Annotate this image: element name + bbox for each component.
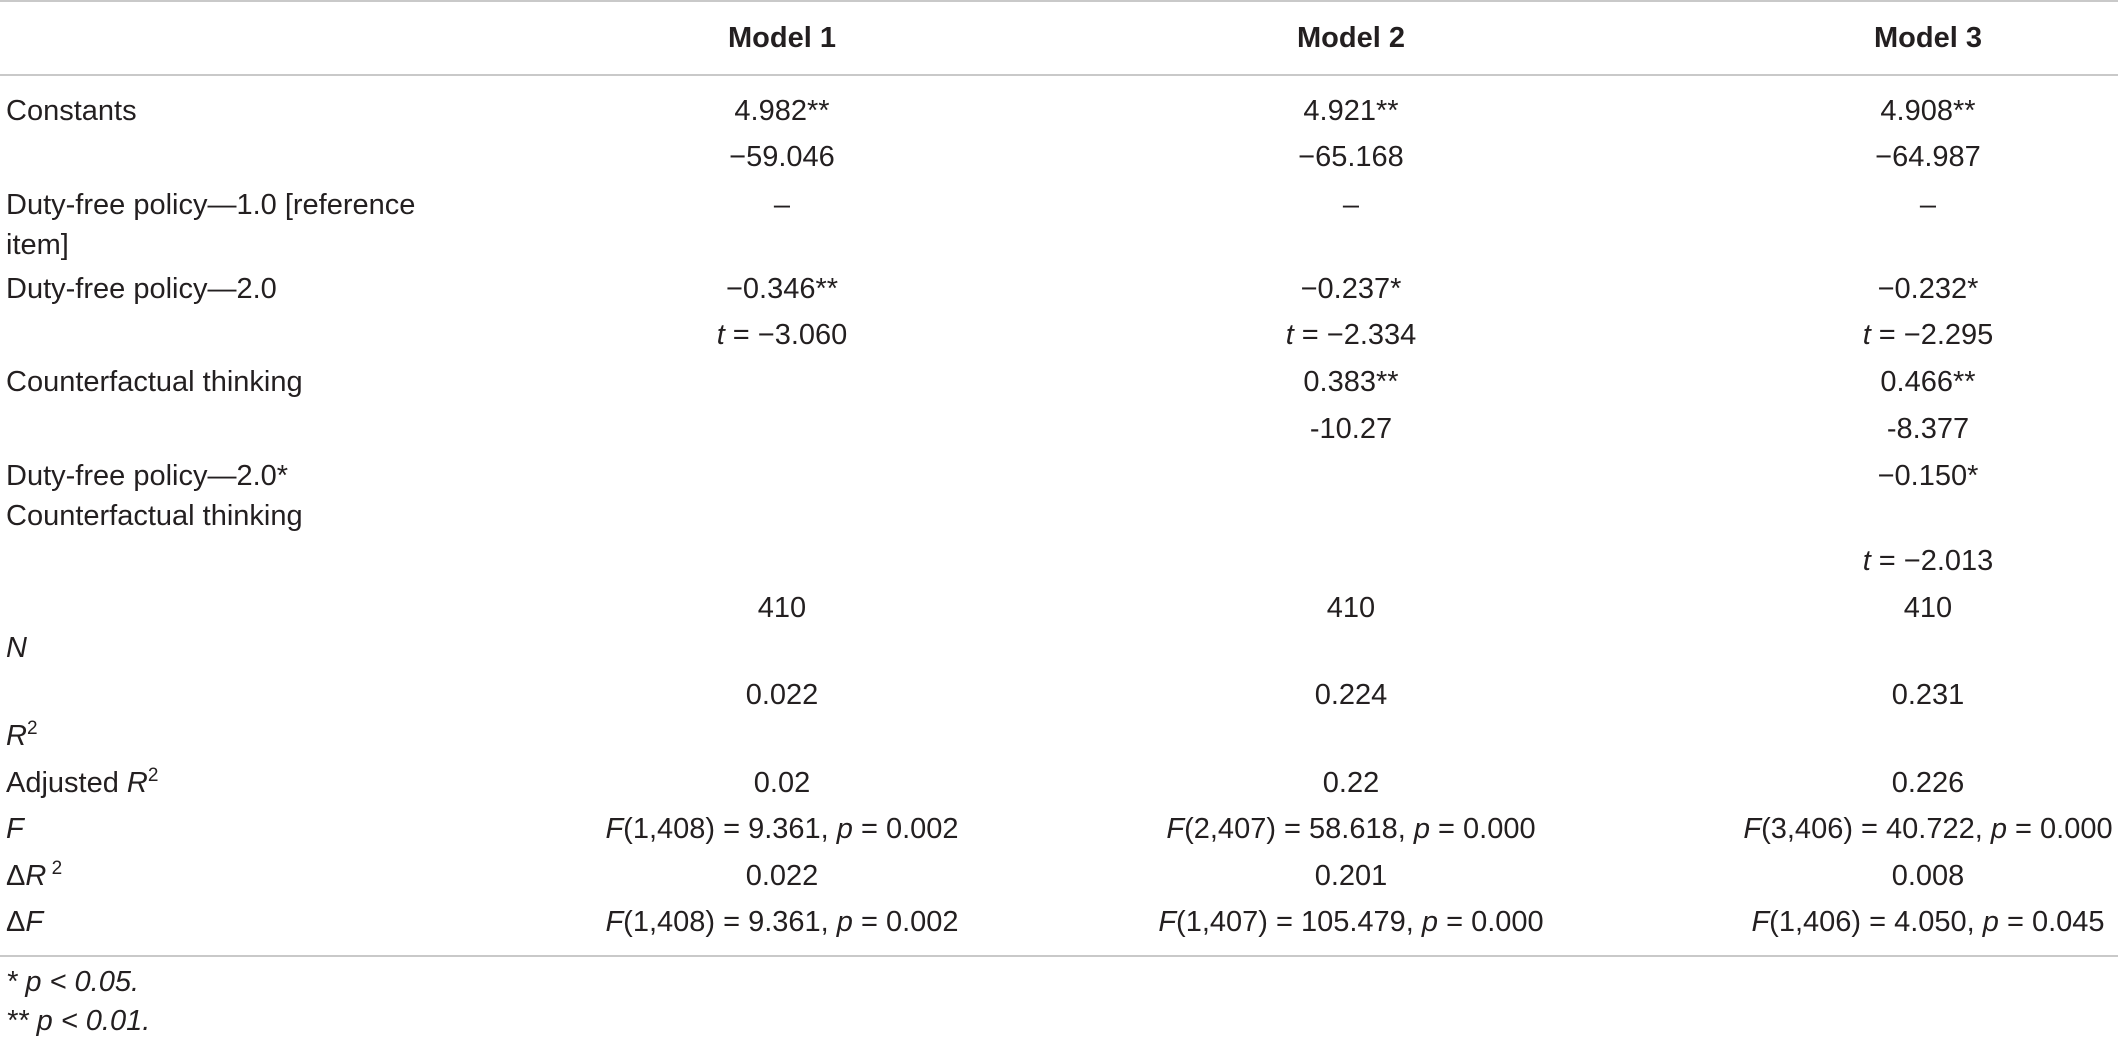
cell-value: 0.022 — [745, 860, 819, 892]
header-model-2: Model 2 — [1297, 22, 1405, 54]
cell-value: t = −3.060 — [716, 319, 848, 351]
row-label: $R^2$ — [6, 718, 38, 752]
cell-value: t = −2.295 — [1862, 319, 1994, 351]
footnote-p01: ** p < 0.01. — [6, 1005, 151, 1037]
cell-value: 4.908** — [1880, 95, 1976, 127]
cell-value: 0.224 — [1314, 679, 1388, 711]
cell-value: F(1,408) = 9.361, p = 0.002 — [605, 906, 959, 938]
bottom-rule — [0, 955, 2118, 957]
cell-value: −65.168 — [1298, 141, 1404, 173]
cell-value: – — [773, 189, 791, 221]
cell-value: 4.921** — [1303, 95, 1399, 127]
row-label: Duty-free policy—2.0 — [6, 273, 277, 305]
row-label: Adjusted $R^2$ — [6, 765, 159, 799]
cell-value: 0.231 — [1891, 679, 1965, 711]
cell-value: t = −2.013 — [1862, 545, 1994, 577]
row-label: ΔF — [6, 906, 44, 938]
cell-value: 0.466** — [1880, 366, 1976, 398]
footnote-p05: * p < 0.05. — [6, 966, 140, 998]
cell-value: 0.226 — [1891, 767, 1965, 799]
cell-value: 0.383** — [1303, 366, 1399, 398]
cell-value: F(1,408) = 9.361, p = 0.002 — [605, 813, 959, 845]
cell-value: −0.237* — [1300, 273, 1402, 305]
header-model-1: Model 1 — [728, 22, 836, 54]
cell-value: −0.150* — [1877, 460, 1979, 492]
cell-value: 410 — [757, 592, 807, 624]
cell-value: −0.232* — [1877, 273, 1979, 305]
header-model-3: Model 3 — [1874, 22, 1982, 54]
cell-value: F(1,406) = 4.050, p = 0.045 — [1751, 906, 2105, 938]
row-label: Duty-free policy—1.0 [reference item] — [6, 189, 416, 261]
cell-value: 410 — [1903, 592, 1953, 624]
top-rule — [0, 0, 2118, 2]
cell-value: −59.046 — [729, 141, 835, 173]
cell-value: – — [1342, 189, 1360, 221]
header-rule — [0, 74, 2118, 76]
cell-value: 4.982** — [734, 95, 830, 127]
cell-value: -8.377 — [1886, 413, 1970, 445]
cell-value: 0.201 — [1314, 860, 1388, 892]
cell-value: – — [1919, 189, 1937, 221]
row-label: N — [6, 632, 27, 664]
cell-value: 0.008 — [1891, 860, 1965, 892]
row-label: Constants — [6, 95, 137, 127]
row-label: ΔR $^2$ — [6, 858, 63, 892]
cell-value: 0.022 — [745, 679, 819, 711]
row-label: F — [6, 813, 24, 845]
cell-value: −0.346** — [725, 273, 839, 305]
cell-value: F(2,407) = 58.618, p = 0.000 — [1166, 813, 1536, 845]
cell-value: 410 — [1326, 592, 1376, 624]
cell-value: 0.22 — [1322, 767, 1380, 799]
cell-value: F(3,406) = 40.722, p = 0.000 — [1743, 813, 2113, 845]
cell-value: −64.987 — [1875, 141, 1981, 173]
row-label: Duty-free policy—2.0* Counterfactual thinking — [6, 460, 303, 532]
cell-value: t = −2.334 — [1285, 319, 1417, 351]
cell-value: F(1,407) = 105.479, p = 0.000 — [1158, 906, 1544, 938]
cell-value: -10.27 — [1309, 413, 1393, 445]
cell-value: 0.02 — [753, 767, 811, 799]
row-label: Counterfactual thinking — [6, 366, 303, 398]
